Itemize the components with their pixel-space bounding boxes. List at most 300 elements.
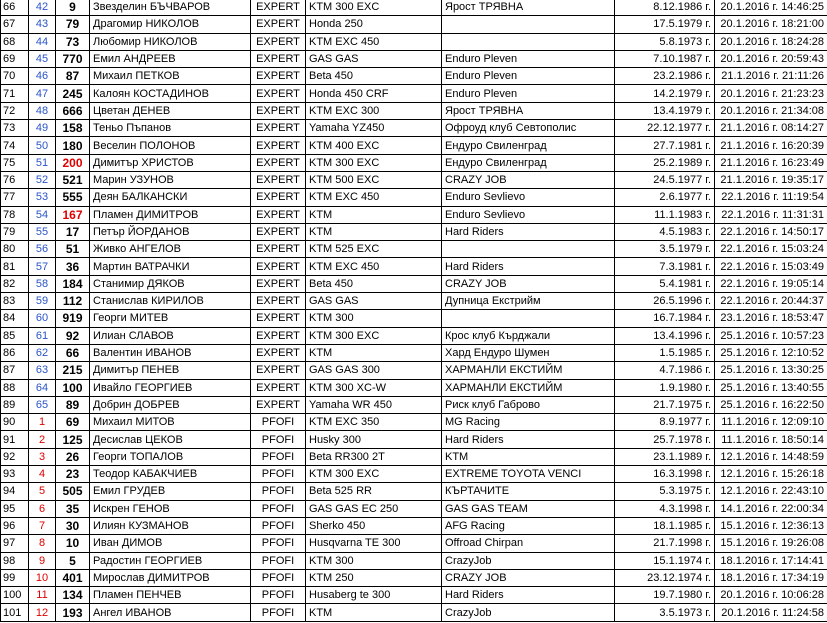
- row-index-cell: 70: [1, 68, 29, 85]
- club-cell: KTM: [442, 448, 615, 465]
- club-cell: CrazyJob: [442, 604, 615, 621]
- birth-date-cell: 17.5.1979 г.: [615, 16, 715, 33]
- start-number-cell: 193: [56, 604, 90, 621]
- registration-time-cell: 21.1.2016 г. 16:23:49: [715, 154, 827, 171]
- table-row: [1, 517, 827, 534]
- row-index-cell: 95: [1, 500, 29, 517]
- category-number-cell: 50: [29, 137, 56, 154]
- motorcycle-cell: KTM: [306, 344, 442, 361]
- start-number-cell: 87: [56, 68, 90, 85]
- row-index-cell: 79: [1, 223, 29, 240]
- category-number-cell: 51: [29, 154, 56, 171]
- row-index-cell: 67: [1, 16, 29, 33]
- category-number-cell: 58: [29, 275, 56, 292]
- start-number-cell: 10: [56, 535, 90, 552]
- start-number-cell: 89: [56, 396, 90, 413]
- start-number-cell: 919: [56, 310, 90, 327]
- club-cell: Хард Ендуро Шумен: [442, 344, 615, 361]
- table-row: [1, 154, 827, 171]
- class-cell: EXPERT: [251, 16, 306, 33]
- birth-date-cell: 27.7.1981 г.: [615, 137, 715, 154]
- rider-name-cell: Марин УЗУНОВ: [90, 171, 251, 188]
- start-number-cell: 200: [56, 154, 90, 171]
- start-number-cell: 666: [56, 102, 90, 119]
- start-number-cell: 23: [56, 466, 90, 483]
- category-number-cell: 5: [29, 483, 56, 500]
- start-number-cell: 770: [56, 50, 90, 67]
- class-cell: EXPERT: [251, 310, 306, 327]
- club-cell: Enduro Sevlievo: [442, 189, 615, 206]
- registration-time-cell: 20.1.2016 г. 14:46:25: [715, 0, 827, 16]
- motorcycle-cell: KTM 500 EXC: [306, 171, 442, 188]
- club-cell: ХАРМАНЛИ ЕКСТИЙМ: [442, 379, 615, 396]
- birth-date-cell: 14.2.1979 г.: [615, 85, 715, 102]
- table-row: [1, 223, 827, 240]
- registration-time-cell: 25.1.2016 г. 10:57:23: [715, 327, 827, 344]
- category-number-cell: 59: [29, 293, 56, 310]
- start-number-cell: 521: [56, 171, 90, 188]
- row-index-cell: 99: [1, 569, 29, 586]
- start-number-cell: 73: [56, 33, 90, 50]
- table-row: [1, 102, 827, 119]
- registration-time-cell: 20.1.2016 г. 21:23:23: [715, 85, 827, 102]
- category-number-cell: 53: [29, 189, 56, 206]
- registration-time-cell: 22.1.2016 г. 20:44:37: [715, 293, 827, 310]
- class-cell: PFOFI: [251, 517, 306, 534]
- row-index-cell: 78: [1, 206, 29, 223]
- class-cell: EXPERT: [251, 275, 306, 292]
- row-index-cell: 100: [1, 587, 29, 604]
- registration-time-cell: 22.1.2016 г. 11:19:54: [715, 189, 827, 206]
- motorcycle-cell: GAS GAS: [306, 50, 442, 67]
- birth-date-cell: 19.7.1980 г.: [615, 587, 715, 604]
- rider-name-cell: Михаил ПЕТКОВ: [90, 68, 251, 85]
- class-cell: EXPERT: [251, 344, 306, 361]
- birth-date-cell: 2.6.1977 г.: [615, 189, 715, 206]
- category-number-cell: 46: [29, 68, 56, 85]
- rider-name-cell: Калоян КОСТАДИНОВ: [90, 85, 251, 102]
- start-number-cell: 51: [56, 241, 90, 258]
- registration-time-cell: 11.1.2016 г. 12:09:10: [715, 414, 827, 431]
- table-row: [1, 379, 827, 396]
- birth-date-cell: 16.3.1998 г.: [615, 466, 715, 483]
- rider-name-cell: Валентин ИВАНОВ: [90, 344, 251, 361]
- row-index-cell: 68: [1, 33, 29, 50]
- class-cell: PFOFI: [251, 535, 306, 552]
- club-cell: Крос клуб Кърджали: [442, 327, 615, 344]
- birth-date-cell: 3.5.1979 г.: [615, 241, 715, 258]
- motorcycle-cell: KTM EXC 450: [306, 258, 442, 275]
- category-number-cell: 11: [29, 587, 56, 604]
- registration-time-cell: 22.1.2016 г. 19:05:14: [715, 275, 827, 292]
- motorcycle-cell: Beta 525 RR: [306, 483, 442, 500]
- table-row: [1, 552, 827, 569]
- motorcycle-cell: KTM 300: [306, 310, 442, 327]
- table-row: [1, 587, 827, 604]
- birth-date-cell: 3.5.1973 г.: [615, 604, 715, 621]
- club-cell: ХАРМАНЛИ ЕКСТИЙМ: [442, 362, 615, 379]
- rider-name-cell: Драгомир НИКОЛОВ: [90, 16, 251, 33]
- class-cell: EXPERT: [251, 396, 306, 413]
- class-cell: PFOFI: [251, 604, 306, 621]
- rider-name-cell: Димитър ХРИСТОВ: [90, 154, 251, 171]
- category-number-cell: 54: [29, 206, 56, 223]
- club-cell: Ендуро Свиленград: [442, 154, 615, 171]
- start-number-cell: 92: [56, 327, 90, 344]
- start-number-cell: 555: [56, 189, 90, 206]
- start-number-cell: 5: [56, 552, 90, 569]
- start-number-cell: 125: [56, 431, 90, 448]
- birth-date-cell: 1.5.1985 г.: [615, 344, 715, 361]
- club-cell: AFG Racing: [442, 517, 615, 534]
- table-row: [1, 137, 827, 154]
- rider-name-cell: Димитър ПЕНЕВ: [90, 362, 251, 379]
- rider-name-cell: Теодор КАБАКЧИЕВ: [90, 466, 251, 483]
- rider-name-cell: Пламен ПЕНЧЕВ: [90, 587, 251, 604]
- table-row: [1, 604, 827, 621]
- row-index-cell: 71: [1, 85, 29, 102]
- table-row: [1, 50, 827, 67]
- table-row: [1, 0, 827, 16]
- category-number-cell: 49: [29, 120, 56, 137]
- start-number-cell: 167: [56, 206, 90, 223]
- category-number-cell: 3: [29, 448, 56, 465]
- club-cell: MG Racing: [442, 414, 615, 431]
- rider-name-cell: Станислав КИРИЛОВ: [90, 293, 251, 310]
- class-cell: PFOFI: [251, 500, 306, 517]
- motorcycle-cell: KTM 300 EXC: [306, 0, 442, 16]
- registration-time-cell: 20.1.2016 г. 10:06:28: [715, 587, 827, 604]
- birth-date-cell: 25.2.1989 г.: [615, 154, 715, 171]
- start-number-cell: 69: [56, 414, 90, 431]
- class-cell: EXPERT: [251, 102, 306, 119]
- start-number-cell: 17: [56, 223, 90, 240]
- club-cell: Офроуд клуб Севтополис: [442, 120, 615, 137]
- club-cell: Ендуро Свиленград: [442, 137, 615, 154]
- table-row: [1, 293, 827, 310]
- table-row: [1, 500, 827, 517]
- row-index-cell: 86: [1, 344, 29, 361]
- birth-date-cell: 24.5.1977 г.: [615, 171, 715, 188]
- category-number-cell: 64: [29, 379, 56, 396]
- class-cell: EXPERT: [251, 258, 306, 275]
- start-number-cell: 26: [56, 448, 90, 465]
- table-row: [1, 241, 827, 258]
- birth-date-cell: 1.9.1980 г.: [615, 379, 715, 396]
- motorcycle-cell: KTM: [306, 206, 442, 223]
- class-cell: PFOFI: [251, 466, 306, 483]
- category-number-cell: 63: [29, 362, 56, 379]
- table-row: [1, 310, 827, 327]
- class-cell: EXPERT: [251, 241, 306, 258]
- rider-name-cell: Деян БАЛКАНСКИ: [90, 189, 251, 206]
- row-index-cell: 89: [1, 396, 29, 413]
- motorcycle-cell: Beta 450: [306, 68, 442, 85]
- motorcycle-cell: Beta RR300 2T: [306, 448, 442, 465]
- row-index-cell: 77: [1, 189, 29, 206]
- category-number-cell: 8: [29, 535, 56, 552]
- category-number-cell: 56: [29, 241, 56, 258]
- birth-date-cell: 7.3.1981 г.: [615, 258, 715, 275]
- class-cell: EXPERT: [251, 206, 306, 223]
- class-cell: PFOFI: [251, 552, 306, 569]
- row-index-cell: 80: [1, 241, 29, 258]
- registration-time-cell: 20.1.2016 г. 11:24:58: [715, 604, 827, 621]
- birth-date-cell: 26.5.1996 г.: [615, 293, 715, 310]
- table-row: [1, 431, 827, 448]
- rider-name-cell: Георги ТОПАЛОВ: [90, 448, 251, 465]
- club-cell: [442, 241, 615, 258]
- table-row: [1, 344, 827, 361]
- start-number-cell: 100: [56, 379, 90, 396]
- start-number-cell: 505: [56, 483, 90, 500]
- birth-date-cell: 5.8.1973 г.: [615, 33, 715, 50]
- registration-time-cell: 12.1.2016 г. 15:26:18: [715, 466, 827, 483]
- birth-date-cell: 13.4.1979 г.: [615, 102, 715, 119]
- registration-time-cell: 18.1.2016 г. 17:14:41: [715, 552, 827, 569]
- motorcycle-cell: KTM EXC 300: [306, 102, 442, 119]
- registration-time-cell: 23.1.2016 г. 18:53:47: [715, 310, 827, 327]
- club-cell: Ярост ТРЯВНА: [442, 102, 615, 119]
- birth-date-cell: 25.7.1978 г.: [615, 431, 715, 448]
- motorcycle-cell: KTM 300: [306, 552, 442, 569]
- class-cell: EXPERT: [251, 85, 306, 102]
- category-number-cell: 60: [29, 310, 56, 327]
- row-index-cell: 92: [1, 448, 29, 465]
- registration-time-cell: 20.1.2016 г. 18:21:00: [715, 16, 827, 33]
- category-number-cell: 62: [29, 344, 56, 361]
- registration-time-cell: 25.1.2016 г. 13:30:25: [715, 362, 827, 379]
- motorcycle-cell: Sherko 450: [306, 517, 442, 534]
- start-number-cell: 36: [56, 258, 90, 275]
- registration-time-cell: 15.1.2016 г. 19:26:08: [715, 535, 827, 552]
- table-row: [1, 206, 827, 223]
- category-number-cell: 10: [29, 569, 56, 586]
- birth-date-cell: 4.7.1986 г.: [615, 362, 715, 379]
- birth-date-cell: 13.4.1996 г.: [615, 327, 715, 344]
- row-index-cell: 93: [1, 466, 29, 483]
- motorcycle-cell: KTM EXC 350: [306, 414, 442, 431]
- row-index-cell: 83: [1, 293, 29, 310]
- table-row: [1, 396, 827, 413]
- motorcycle-cell: Husky 300: [306, 431, 442, 448]
- registration-time-cell: 22.1.2016 г. 11:31:31: [715, 206, 827, 223]
- row-index-cell: 76: [1, 171, 29, 188]
- club-cell: Offroad Chirpan: [442, 535, 615, 552]
- motorcycle-cell: Beta 450: [306, 275, 442, 292]
- registration-time-cell: 20.1.2016 г. 20:59:43: [715, 50, 827, 67]
- rider-name-cell: Цветан ДЕНЕВ: [90, 102, 251, 119]
- club-cell: Hard Riders: [442, 587, 615, 604]
- class-cell: PFOFI: [251, 448, 306, 465]
- table-row: [1, 327, 827, 344]
- club-cell: CRAZY JOB: [442, 171, 615, 188]
- table-row: [1, 189, 827, 206]
- birth-date-cell: 8.12.1986 г.: [615, 0, 715, 16]
- category-number-cell: 9: [29, 552, 56, 569]
- birth-date-cell: 23.12.1974 г.: [615, 569, 715, 586]
- table-row: [1, 414, 827, 431]
- motorcycle-cell: KTM 525 EXC: [306, 241, 442, 258]
- motorcycle-cell: KTM 300 EXC: [306, 327, 442, 344]
- club-cell: EXTREME TOYOTA VENCI: [442, 466, 615, 483]
- table-row: [1, 68, 827, 85]
- rider-name-cell: Десислав ЦЕКОВ: [90, 431, 251, 448]
- start-number-cell: 9: [56, 0, 90, 16]
- rider-name-cell: Любомир НИКОЛОВ: [90, 33, 251, 50]
- row-index-cell: 98: [1, 552, 29, 569]
- table-row: [1, 120, 827, 137]
- class-cell: PFOFI: [251, 587, 306, 604]
- rider-name-cell: Мирослав ДИМИТРОВ: [90, 569, 251, 586]
- club-cell: CRAZY JOB: [442, 275, 615, 292]
- registration-time-cell: 22.1.2016 г. 15:03:24: [715, 241, 827, 258]
- class-cell: PFOFI: [251, 569, 306, 586]
- category-number-cell: 52: [29, 171, 56, 188]
- rider-name-cell: Искрен ГЕНОВ: [90, 500, 251, 517]
- category-number-cell: 61: [29, 327, 56, 344]
- motorcycle-cell: Husaberg te 300: [306, 587, 442, 604]
- category-number-cell: 12: [29, 604, 56, 621]
- class-cell: EXPERT: [251, 327, 306, 344]
- club-cell: [442, 33, 615, 50]
- club-cell: CRAZY JOB: [442, 569, 615, 586]
- registration-time-cell: 11.1.2016 г. 18:50:14: [715, 431, 827, 448]
- rider-name-cell: Ангел ИВАНОВ: [90, 604, 251, 621]
- rider-name-cell: Радостин ГЕОРГИЕВ: [90, 552, 251, 569]
- class-cell: PFOFI: [251, 483, 306, 500]
- motorcycle-cell: Yamaha WR 450: [306, 396, 442, 413]
- motorcycle-cell: GAS GAS 300: [306, 362, 442, 379]
- row-index-cell: 84: [1, 310, 29, 327]
- motorcycle-cell: KTM EXC 450: [306, 33, 442, 50]
- registration-time-cell: 22.1.2016 г. 15:03:49: [715, 258, 827, 275]
- registration-time-cell: 21.1.2016 г. 16:20:39: [715, 137, 827, 154]
- motorcycle-cell: KTM 250: [306, 569, 442, 586]
- table-row: [1, 16, 827, 33]
- row-index-cell: 81: [1, 258, 29, 275]
- birth-date-cell: 22.12.1977 г.: [615, 120, 715, 137]
- registration-time-cell: 21.1.2016 г. 19:35:17: [715, 171, 827, 188]
- start-number-cell: 66: [56, 344, 90, 361]
- class-cell: PFOFI: [251, 414, 306, 431]
- category-number-cell: 1: [29, 414, 56, 431]
- table-row: [1, 483, 827, 500]
- rider-name-cell: Мартин ВАТРАЧКИ: [90, 258, 251, 275]
- motorcycle-cell: KTM 400 EXC: [306, 137, 442, 154]
- row-index-cell: 97: [1, 535, 29, 552]
- registration-time-cell: 20.1.2016 г. 18:24:28: [715, 33, 827, 50]
- birth-date-cell: 23.2.1986 г.: [615, 68, 715, 85]
- rider-name-cell: Звезделин БЪЧВАРОВ: [90, 0, 251, 16]
- start-number-cell: 112: [56, 293, 90, 310]
- birth-date-cell: 5.3.1975 г.: [615, 483, 715, 500]
- motorcycle-cell: KTM 300 EXC: [306, 466, 442, 483]
- row-index-cell: 101: [1, 604, 29, 621]
- row-index-cell: 72: [1, 102, 29, 119]
- row-index-cell: 82: [1, 275, 29, 292]
- class-cell: EXPERT: [251, 50, 306, 67]
- class-cell: EXPERT: [251, 362, 306, 379]
- start-number-cell: 180: [56, 137, 90, 154]
- class-cell: EXPERT: [251, 154, 306, 171]
- club-cell: Ярост ТРЯВНА: [442, 0, 615, 16]
- club-cell: Hard Riders: [442, 431, 615, 448]
- row-index-cell: 91: [1, 431, 29, 448]
- motorcycle-cell: KTM 300 XC-W: [306, 379, 442, 396]
- rider-name-cell: Емил ГРУДЕВ: [90, 483, 251, 500]
- row-index-cell: 85: [1, 327, 29, 344]
- club-cell: Enduro Sevlievo: [442, 206, 615, 223]
- category-number-cell: 6: [29, 500, 56, 517]
- rider-name-cell: Живко АНГЕЛОВ: [90, 241, 251, 258]
- rider-name-cell: Петър ЙОРДАНОВ: [90, 223, 251, 240]
- club-cell: [442, 16, 615, 33]
- table-row: [1, 448, 827, 465]
- category-number-cell: 43: [29, 16, 56, 33]
- rider-name-cell: Добрин ДОБРЕВ: [90, 396, 251, 413]
- category-number-cell: 57: [29, 258, 56, 275]
- birth-date-cell: 5.4.1981 г.: [615, 275, 715, 292]
- registration-time-cell: 20.1.2016 г. 21:34:08: [715, 102, 827, 119]
- table-row: [1, 362, 827, 379]
- table-body: [1, 0, 827, 621]
- class-cell: EXPERT: [251, 189, 306, 206]
- motorcycle-cell: Honda 250: [306, 16, 442, 33]
- rider-name-cell: Михаил МИТОВ: [90, 414, 251, 431]
- registration-time-cell: 25.1.2016 г. 16:22:50: [715, 396, 827, 413]
- start-number-cell: 401: [56, 569, 90, 586]
- class-cell: EXPERT: [251, 0, 306, 16]
- registration-time-cell: 12.1.2016 г. 22:43:10: [715, 483, 827, 500]
- row-index-cell: 94: [1, 483, 29, 500]
- registration-time-cell: 14.1.2016 г. 22:00:34: [715, 500, 827, 517]
- row-index-cell: 88: [1, 379, 29, 396]
- class-cell: EXPERT: [251, 223, 306, 240]
- registration-time-cell: 21.1.2016 г. 08:14:27: [715, 120, 827, 137]
- registration-time-cell: 12.1.2016 г. 14:48:59: [715, 448, 827, 465]
- club-cell: Enduro Pleven: [442, 50, 615, 67]
- row-index-cell: 69: [1, 50, 29, 67]
- category-number-cell: 44: [29, 33, 56, 50]
- table-row: [1, 85, 827, 102]
- motorcycle-cell: Honda 450 CRF: [306, 85, 442, 102]
- category-number-cell: 47: [29, 85, 56, 102]
- class-cell: EXPERT: [251, 171, 306, 188]
- row-index-cell: 66: [1, 0, 29, 16]
- class-cell: EXPERT: [251, 120, 306, 137]
- rider-name-cell: Георги МИТЕВ: [90, 310, 251, 327]
- category-number-cell: 55: [29, 223, 56, 240]
- rider-name-cell: Станимир ДЯКОВ: [90, 275, 251, 292]
- start-number-cell: 158: [56, 120, 90, 137]
- start-number-cell: 184: [56, 275, 90, 292]
- club-cell: КЪРТАЧИТЕ: [442, 483, 615, 500]
- row-index-cell: 87: [1, 362, 29, 379]
- row-index-cell: 75: [1, 154, 29, 171]
- table-row: [1, 171, 827, 188]
- birth-date-cell: 21.7.1998 г.: [615, 535, 715, 552]
- birth-date-cell: 21.7.1975 г.: [615, 396, 715, 413]
- birth-date-cell: 23.1.1989 г.: [615, 448, 715, 465]
- birth-date-cell: 4.3.1998 г.: [615, 500, 715, 517]
- row-index-cell: 74: [1, 137, 29, 154]
- start-number-cell: 79: [56, 16, 90, 33]
- club-cell: CrazyJob: [442, 552, 615, 569]
- start-number-cell: 35: [56, 500, 90, 517]
- table-row: [1, 275, 827, 292]
- registration-time-cell: 22.1.2016 г. 14:50:17: [715, 223, 827, 240]
